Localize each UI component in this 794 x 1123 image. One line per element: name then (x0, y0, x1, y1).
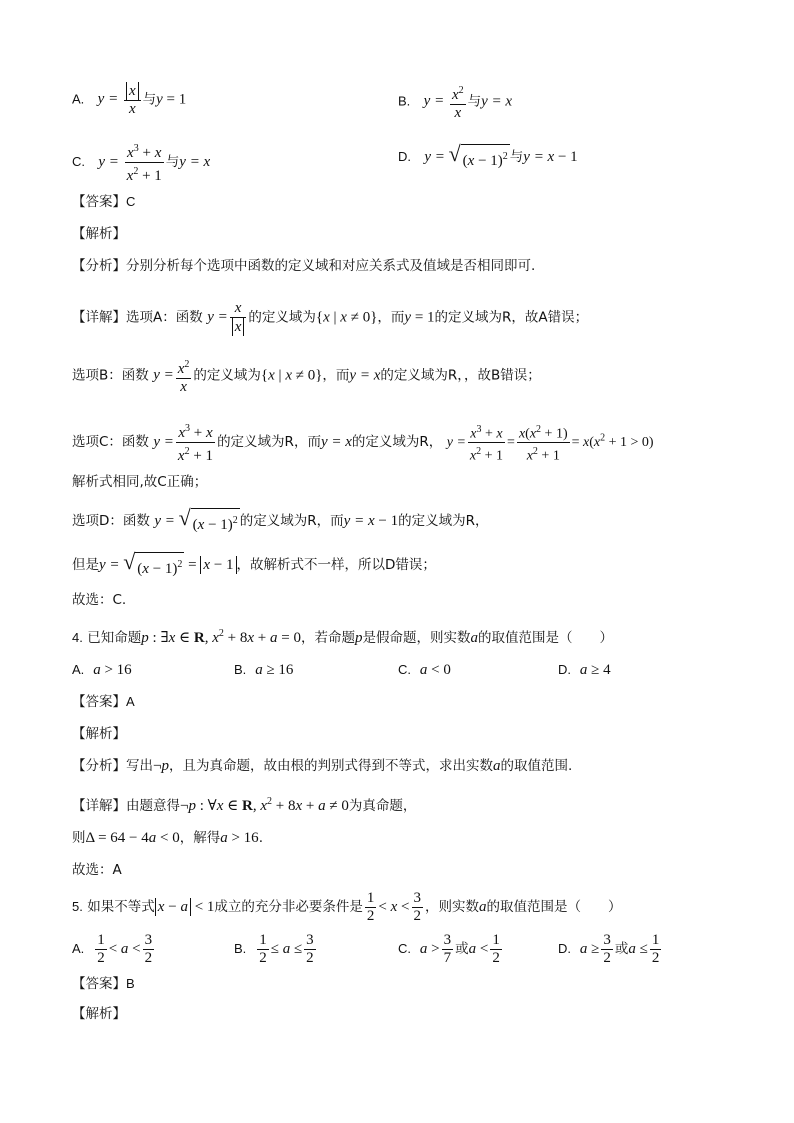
q5-stem: 5. 如果不等式 x − a < 1成立的充分非必要条件是 $\frac{1}{2}$ < x < $\frac{3}{2}$ ，则实数a的取值范围是（ ） (72, 890, 622, 924)
q3-analysis-heading: 【解析】 (72, 226, 126, 242)
q5-option-d: D. a ≥ $\frac{3}{2}$ 或a ≤ $\frac{1}{2}$ (558, 932, 660, 966)
q3-option-c: C. y = $\frac{x^3 + x}{x^2 + 1}$ 与y = x (72, 140, 210, 185)
q5-option-a: A. $\frac{1}{2}$ < a < $\frac{3}{2}$ (72, 932, 153, 966)
math: y = $\frac{x}{x}$ (98, 91, 143, 107)
q3-detail-c: 选项C：函数 y = $\frac{x^3 + x}{x^2 + 1}$ 的定义域为R，而y = x的定义域为R， y = $\frac{x^3 + x}{x^2 + 1}$ = $\frac{x(x^2 + 1)}{x^2 + 1}$ = $x(x^2 + 1 > 0)$ (72, 420, 654, 465)
q3-detail-b: 选项B：函数 y = $\frac{x^2}{x}$ 的定义域为{x | x ≠ 0}，而y = x的定义域为R，，故B错误； (72, 356, 541, 396)
q3-detail-a: 【详解】选项A：函数 y = $\frac{x}{x}$ 的定义域为{x | x ≠ 0}，而y = 1的定义域为R，故A错误； (72, 300, 589, 335)
q3-choose: 故选：C. (72, 592, 127, 608)
q4-fenxi: 【分析】写出¬p，且为真命题，故由根的判别式得到不等式，求出实数a的取值范围. (72, 758, 573, 774)
q4-choose: 故选：A (72, 862, 122, 878)
q5-answer: 【答案】B (72, 976, 135, 992)
q3-answer: 【答案】C (72, 194, 136, 210)
q3-option-a: A. y = $\frac{x}{x}$ 与y = 1 (72, 83, 187, 117)
q4-option-c: C. a < 0 (398, 662, 451, 678)
q5-option-b: B. $\frac{1}{2}$ ≤ a ≤ $\frac{3}{2}$ (234, 932, 314, 966)
q3-detail-d: 选项D：函数 y = √ $(x - 1)^2$ 的定义域为R，而y = x − 1的定义域为R， (72, 505, 489, 533)
q3-detail-d-but: 但是y = √ $(x - 1)^2 = x - 1$ ，故解析式不一样，所以D错误； (72, 549, 436, 577)
q4-option-a: A. a > 16 (72, 662, 132, 678)
q4-detail-2: 则Δ = 64 − 4a < 0，解得a > 16. (72, 830, 263, 846)
q5-option-c: C. a > $\frac{3}{7}$ 或a < $\frac{1}{2}$ (398, 932, 500, 966)
q4-answer: 【答案】A (72, 694, 135, 710)
q4-option-b: B. a ≥ 16 (234, 662, 294, 678)
q3-option-b: B. y = $\frac{x^2}{x}$ 与y = x (398, 82, 512, 122)
q3-detail-c-conclusion: 解析式相同,故C正确； (72, 474, 208, 490)
q4-stem: 4. 已知命题p : ∃x ∈ R, $x^2 + 8x + a = 0$，若命题p是假命题，则实数a的取值范围是（ ） (72, 628, 613, 646)
q4-detail: 【详解】由题意得¬p : ∀x ∈ R, $x^2 + 8x + a \ne 0$为真命题， (72, 796, 417, 814)
q4-analysis-heading: 【解析】 (72, 726, 126, 742)
q5-analysis-heading: 【解析】 (72, 1006, 126, 1022)
q4-option-d: D. a ≥ 4 (558, 662, 611, 678)
q3-option-d: D. y = √ $(x - 1)^2$ 与y = x − 1 (398, 141, 578, 169)
q3-fenxi: 【分析】分别分析每个选项中函数的定义域和对应关系式及值域是否相同即可. (72, 258, 536, 274)
